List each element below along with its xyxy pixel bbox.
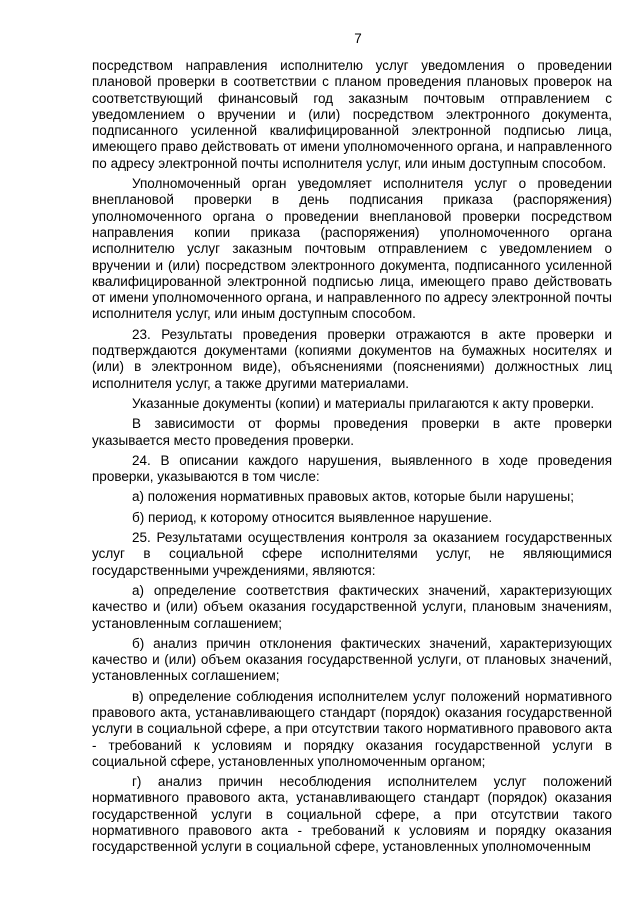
paragraph: Указанные документы (копии) и материалы прилагаются к акту проверки.	[132, 395, 595, 411]
paragraph: 24. В описании каждого нарушения, выявленного в ходе проведения проверки, указываются в том числе:	[92, 452, 612, 485]
list-item: а) положения нормативных правовых актов, которые были нарушены;	[132, 489, 574, 505]
page-number: 7	[354, 31, 362, 46]
paragraph: В зависимости от формы проведения проверки в акте проверки указывается место проведения проверки.	[92, 416, 612, 448]
list-item: в) определение соблюдения исполнителем услуг положений нормативного правового акта, устанавливающего стандарт (порядок) оказания государственной услуги в социальной сфере, а при отсутствии такого нормативного правового акта - требований к условиям и порядку оказания государственной услуги в социальной сфере, установленных уполномоченным органом;	[92, 688, 612, 769]
paragraph: 23. Результаты проведения проверки отражаются в акте проверки и подтверждаются документами (копиями документов на бумажных носителях и (или) в электронном виде), объяснениями (пояснениями) должностных лиц исполнителя услуг, а также другими материалами.	[92, 326, 612, 391]
paragraph: Уполномоченный орган уведомляет исполнителя услуг о проведении внеплановой проверки в день подписания приказа (распоряжения) уполномоченного органа о проведении внеплановой проверки посредством направления копии приказа (распоряжения) уполномоченного органа исполнителю услуг заказным почтовым отправлением с уведомлением о вручении и (или) посредством электронного документа, подписанного усиленной квалифицированной электронной подписью лица, имеющего право действовать от имени уполномоченного органа, и направленного по адресу электронной почты исполнителя услуг, или иным доступным способом.	[92, 176, 612, 322]
paragraph: 25. Результатами осуществления контроля за оказанием государственных услуг в социальной сфере исполнителями услуг, не являющимися государственными учреждениями, являются:	[92, 530, 612, 578]
list-item: б) анализ причин отклонения фактических значений, характеризующих качество и (или) объем оказания государственной услуги, от плановых значений, установленных соглашением;	[92, 635, 612, 684]
paragraph: посредством направления исполнителю услуг уведомления о проведении плановой проверки в соответствии с планом проведения плановых проверок на соответствующий финансовый год заказным почтовым отправлением с уведомлением о вручении и (или) посредством электронного документа, подписанного усиленной квалифицированной электронной подписью лица, имеющего право действовать от имени уполномоченного органа, и направленного по адресу электронной почты исполнителя услуг, или иным доступным способом.	[92, 58, 612, 171]
list-item: б) период, к которому относится выявленное нарушение.	[132, 509, 493, 525]
list-item: а) определение соответствия фактических значений, характеризующих качество и (или) объем оказания государственной услуги, плановым значениям, установленным соглашением;	[92, 582, 612, 631]
list-item: г) анализ причин несоблюдения исполнителем услуг положений нормативного правового акта, устанавливающего стандарт (порядок) оказания государственной услуги в социальной сфере, а при отсутствии такого нормативного правового акта - требований к условиям и порядку оказания государственной услуги в социальной сфере, установленных уполномоченным	[92, 774, 612, 855]
